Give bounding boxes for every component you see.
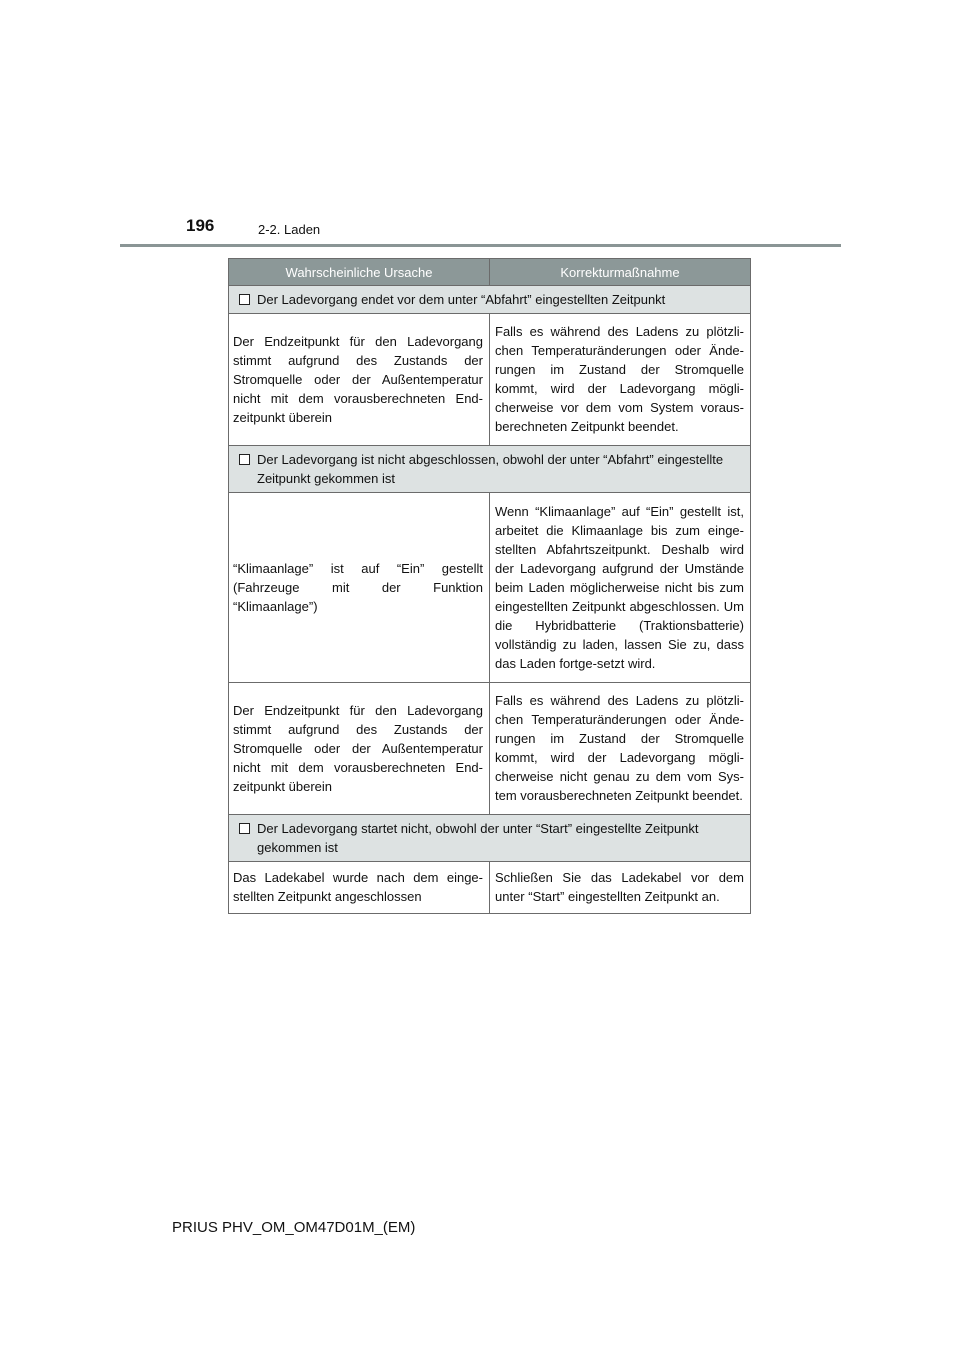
cause-cell: Der Endzeitpunkt für den Ladevorgang stimmt aufgrund des Zustands der Stromquelle oder der Außentemperatur nicht mit dem vorausberechneten End-zeitpunkt überein: [229, 314, 490, 446]
checkbox-square-icon: [239, 454, 250, 465]
table-header-row: [229, 259, 751, 286]
document-id: PRIUS PHV_OM_OM47D01M_(EM): [172, 1219, 416, 1236]
troubleshooting-table: [228, 258, 751, 914]
cause-cell: “Klimaanlage” ist auf “Ein” gestellt (Fahrzeuge mit der Funktion “Klimaanlage”): [229, 493, 490, 683]
group-title: Der Ladevorgang endet vor dem unter “Abfahrt” eingestellten Zeitpunkt: [257, 292, 666, 307]
cause-cell: Das Ladekabel wurde nach dem einge-stellten Zeitpunkt angeschlossen: [229, 862, 490, 914]
group-row: [229, 815, 751, 862]
table-row: [229, 683, 751, 815]
table-row: [229, 314, 751, 446]
page-number: 196: [186, 216, 215, 235]
cause-cell: Der Endzeitpunkt für den Ladevorgang stimmt aufgrund des Zustands der Stromquelle oder der Außentemperatur nicht mit dem vorausberechneten End-zeitpunkt überein: [229, 683, 490, 815]
column-header-cause: Wahrscheinliche Ursache: [229, 259, 490, 286]
section-title: 2-2. Laden: [258, 222, 321, 237]
checkbox-square-icon: [239, 823, 250, 834]
remedy-cell: Wenn “Klimaanlage” auf “Ein” gestellt ist, arbeitet die Klimaanlage bis zum einge-stellten Abfahrtszeitpunkt. Deshalb wird der Ladevorgang aufgrund der Umstände beim Laden möglicherweise nicht bis zum eingestellten Zeitpunkt abgeschlossen. Um die Hybridbatterie (Traktionsbatterie) vollständig zu laden, lassen Sie zu, dass das Laden fortge-setzt wird.: [490, 493, 751, 683]
remedy-cell: Falls es während des Ladens zu plötzli-chen Temperaturänderungen oder Ände-rungen im Zustand der Stromquelle kommt, wird der Ladevorgang mögli-cherweise nicht genau zu dem vom Sys-tem vorausberechneten Zeitpunkt beendet.: [490, 683, 751, 815]
checkbox-square-icon: [239, 294, 250, 305]
table-row: [229, 493, 751, 683]
table-row: [229, 862, 751, 914]
remedy-cell: Schließen Sie das Ladekabel vor dem unter “Start” eingestellten Zeitpunkt an.: [490, 862, 751, 914]
group-title: Der Ladevorgang startet nicht, obwohl der unter “Start” eingestellte Zeitpunkt gekommen ist: [257, 821, 699, 855]
group-title: Der Ladevorgang ist nicht abgeschlossen, obwohl der unter “Abfahrt” eingestellte Zeitpunkt gekommen ist: [257, 452, 724, 486]
column-header-remedy: Korrekturmaßnahme: [490, 259, 751, 286]
group-row: [229, 446, 751, 493]
remedy-cell: Falls es während des Ladens zu plötzli-chen Temperaturänderungen oder Ände-rungen im Zustand der Stromquelle kommt, wird der Ladevorgang mögli-cherweise vor dem vom System voraus-berechneten Zeitpunkt beendet.: [490, 314, 751, 446]
header-rule: [120, 244, 841, 247]
group-row: [229, 286, 751, 314]
